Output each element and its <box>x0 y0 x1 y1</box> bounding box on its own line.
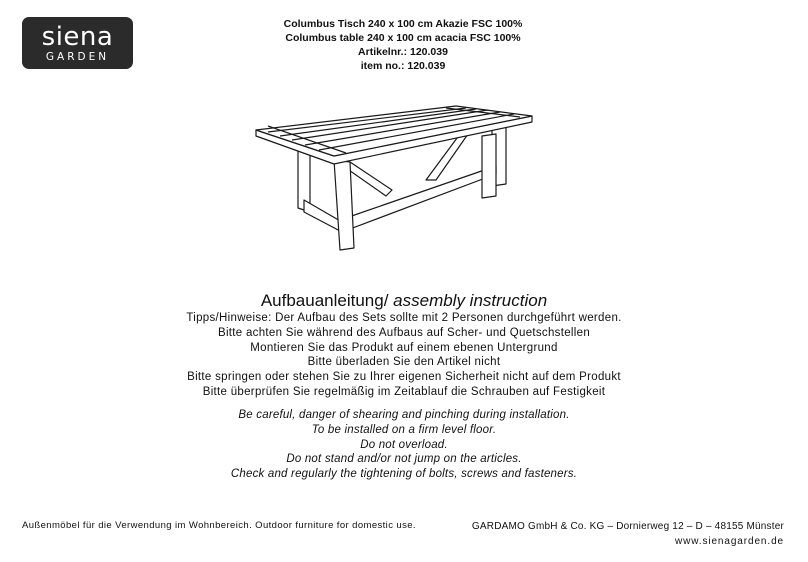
tip-line: Bitte überprüfen Sie regelmäßig im Zeitablauf die Schrauben auf Festigkeit <box>202 385 606 398</box>
tip-line: Bitte überladen Sie den Artikel nicht <box>307 356 501 369</box>
tip-line: To be installed on a firm level floor. <box>311 423 497 436</box>
title-en: assembly instruction <box>393 291 548 310</box>
tip-line: Tipps/Hinweise: Der Aufbau des Sets sollte mit 2 Personen durchgeführt werden. <box>186 312 622 324</box>
title-de: Aufbauanleitung/ <box>260 291 389 310</box>
article-number-de: Artikelnr.: 120.039 <box>358 46 448 58</box>
tips-english <box>0 408 808 482</box>
siena-garden-logo <box>22 17 133 69</box>
tip-line: Do not overload. <box>360 438 448 451</box>
logo-subword: GARDEN <box>45 51 110 63</box>
product-title-de: Columbus Tisch 240 x 100 cm Akazie FSC 100% <box>283 18 523 30</box>
product-title-en: Columbus table 240 x 100 cm acacia FSC 100% <box>285 32 521 44</box>
website-link[interactable]: www.sienagarden.de <box>674 536 784 547</box>
tip-line: Bitte achten Sie während des Aufbaus auf Scher- und Quetschstellen <box>217 326 591 339</box>
tip-line: Check and regularly the tightening of bolts, screws and fasteners. <box>230 468 578 481</box>
page-title <box>0 291 808 311</box>
company-address: GARDAMO GmbH & Co. KG – Dornierweg 12 – D – 48155 Münster <box>471 521 784 532</box>
product-header <box>200 17 606 73</box>
tip-line: Bitte springen oder stehen Sie zu Ihrer eigenen Sicherheit nicht auf dem Produkt <box>187 371 621 384</box>
article-number-en: item no.: 120.039 <box>360 60 446 72</box>
tip-line: Do not stand and/or not jump on the articles. <box>286 453 522 466</box>
logo-wordmark: siena <box>41 22 114 52</box>
tip-line: Montieren Sie das Produkt auf einem ebenen Untergrund <box>250 341 558 354</box>
company-info <box>472 519 784 549</box>
tips-german <box>0 311 808 400</box>
tip-line: Be careful, danger of shearing and pinching during installation. <box>238 409 570 421</box>
usage-note: Außenmöbel für die Verwendung im Wohnbereich. Outdoor furniture for domestic use. <box>22 520 416 531</box>
table-drawing-icon <box>250 100 540 260</box>
